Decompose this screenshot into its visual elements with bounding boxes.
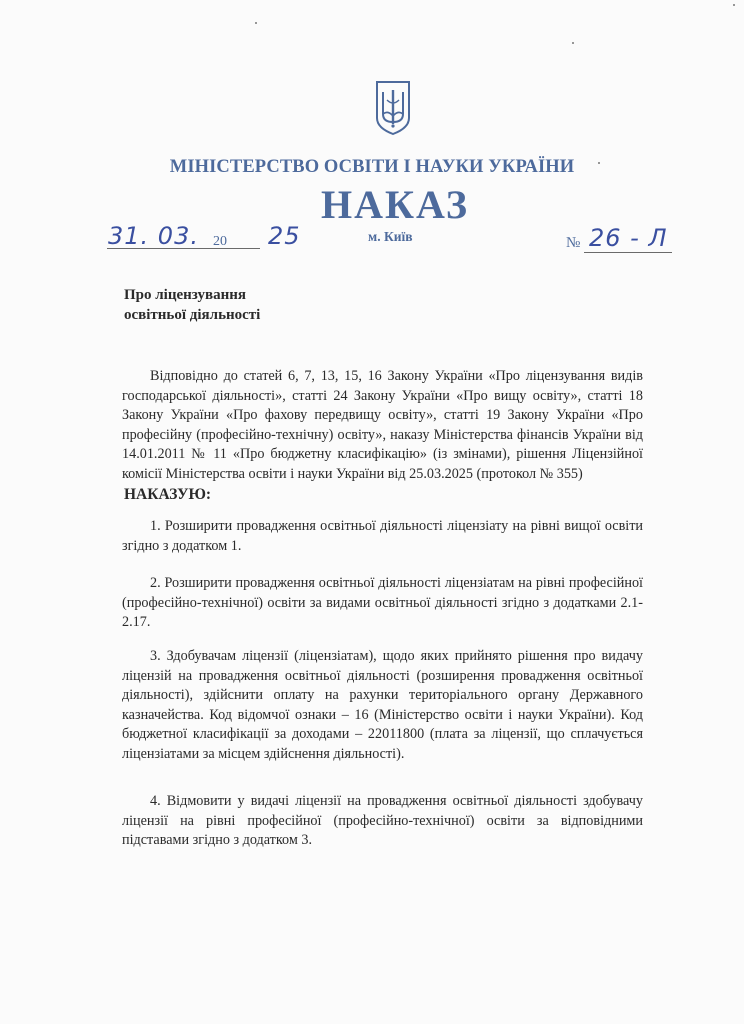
number-sign: № bbox=[566, 235, 581, 251]
order-date-handwritten: 31. 03. 25 bbox=[108, 222, 301, 250]
number-underline bbox=[584, 252, 672, 253]
scan-speck bbox=[598, 162, 600, 164]
ministry-name: МІНІСТЕРСТВО ОСВІТИ І НАУКИ УКРАЇНИ bbox=[169, 157, 575, 177]
order-point-4: 4. Відмовити у видачі ліцензії на провадження освітньої діяльності здобувачу ліцензії на рівні професійної (професійно-технічної) освіти за відповідними підставами згідно з додатком 3. bbox=[122, 793, 643, 849]
city: м. Київ bbox=[368, 229, 413, 244]
scan-speck bbox=[572, 42, 574, 44]
scan-speck bbox=[255, 22, 257, 24]
subject-line-2: освітньої діяльності bbox=[124, 307, 261, 323]
order-number-handwritten: 26 - Л bbox=[589, 224, 668, 252]
scan-speck bbox=[733, 4, 735, 6]
intro-paragraph: Відповідно до статей 6, 7, 13, 15, 16 Закону України «Про ліцензування видів господарської діяльності», статті 24 Закону України «Про вищу освіту», статті 18 Закону України «Про фахову передвищу освіту», статті 19 Закону України «Про професійну (професійно-технічну) освіту», наказу Міністерства фінансів України від 14.01.2011 № 11 «Про бюджетну класифікацію» (із змінами), рішення Ліцензійної комісії Міністерства освіти і науки України від 25.03.2025 (протокол № 355) bbox=[122, 368, 643, 482]
order-word: НАКАЗУЮ: bbox=[124, 486, 212, 503]
order-point-1: 1. Розширити провадження освітньої діяльності ліцензіату на рівні вищої освіти згідно з додатком 1. bbox=[122, 518, 643, 554]
order-point-3: 3. Здобувачам ліцензії (ліцензіатам), щодо яких прийнято рішення про видачу ліцензій на провадження освітньої діяльності (розширення провадження освітньої діяльності), здійснити оплату на рахунки територіального органу Державного казначейства. Код відомчої ознаки – 16 (Міністерство освіти і науки України). Код бюджетної класифікації за доходами – 22011800 (плата за ліцензії, що сплачується ліцензіатами за місцем здійснення діяльності). bbox=[122, 648, 643, 762]
year-handwritten: 25 bbox=[268, 222, 301, 250]
date-underline bbox=[107, 248, 260, 249]
order-subject bbox=[124, 285, 260, 325]
subject-line-1: Про ліцензування bbox=[124, 287, 246, 303]
order-point-2: 2. Розширити провадження освітньої діяльності ліцензіатам на рівні професійної (професійно-технічної) освіти за видами освітньої діяльності згідно з додатками 2.1-2.17. bbox=[122, 575, 643, 631]
year-printed: 20 bbox=[213, 234, 227, 249]
tryzub-emblem-icon bbox=[374, 80, 412, 136]
order-title: НАКАЗ bbox=[320, 182, 469, 227]
